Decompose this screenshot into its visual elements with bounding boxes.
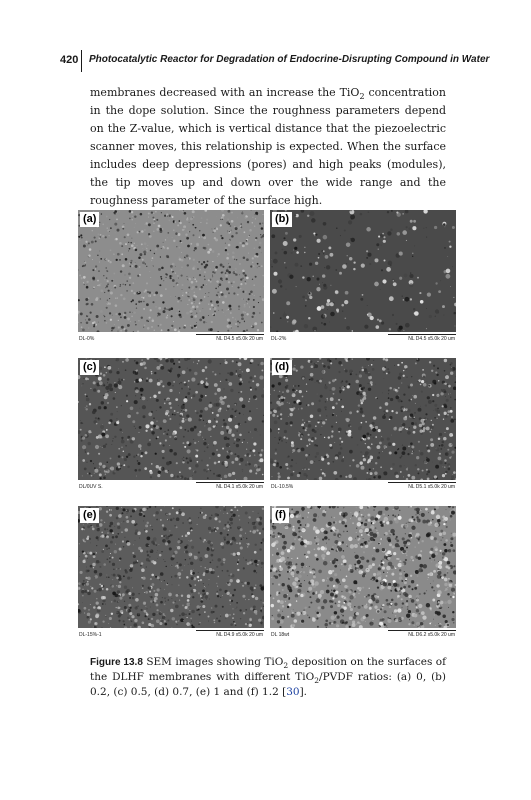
caption-text-3: /PVDF ratios: (a) 0, (b) 0.2, (c) 0.5, (d) 0.7, (e) 1 and (f) 1.2 [	[90, 671, 446, 698]
caption-subscript-2: 2	[314, 676, 320, 686]
body-text-part1: membranes decreased with an increase the TiO	[90, 86, 360, 99]
header-divider	[81, 50, 82, 72]
panel-label: (f)	[272, 508, 289, 523]
sem-micrograph	[78, 358, 264, 480]
reference-link[interactable]: 30	[286, 686, 300, 698]
sem-info-bar	[78, 482, 264, 492]
caption-subscript-1: 2	[283, 661, 289, 671]
sample-id: DL-10.5%	[271, 484, 294, 490]
running-head-title: Photocatalytic Reactor for Degradation of Endocrine-Disrupting Compound in Water	[89, 54, 490, 65]
sem-image-panel	[78, 358, 264, 480]
sem-info-bar	[78, 334, 264, 344]
scale-bar	[196, 482, 264, 483]
running-header	[60, 50, 490, 70]
sample-id: DL-2%	[271, 336, 287, 342]
figure-label: Figure 13.8	[90, 657, 143, 668]
sample-id: DL 18wt	[271, 632, 290, 638]
microscope-params: NL D4.1 x5.0k 20 um	[216, 484, 263, 490]
panel-label: (c)	[80, 360, 99, 375]
scale-bar	[196, 630, 264, 631]
sem-micrograph	[270, 358, 456, 480]
sem-image-panel	[270, 506, 456, 628]
microscope-params: NL D4.5 x5.0k 20 um	[408, 336, 455, 342]
sample-id: DL-0%	[79, 336, 95, 342]
figure-caption	[90, 655, 446, 700]
sem-image-panel	[78, 210, 264, 332]
page-number: 420	[60, 54, 79, 66]
sem-info-bar	[270, 482, 456, 492]
sem-info-bar	[270, 630, 456, 640]
sem-info-bar	[270, 334, 456, 344]
scale-bar	[388, 630, 456, 631]
microscope-params: NL D4.9 x5.0k 20 um	[216, 632, 263, 638]
caption-text-2: deposition on the surfaces of the DLHF membranes with different TiO	[90, 656, 446, 683]
caption-text-1: SEM images showing TiO	[142, 656, 284, 668]
sem-image-panel	[270, 210, 456, 332]
microscope-params: NL D5.1 x5.0k 20 um	[408, 484, 455, 490]
sem-image-panel	[78, 506, 264, 628]
sem-micrograph	[270, 210, 456, 332]
sem-info-bar	[78, 630, 264, 640]
caption-text-4: ].	[299, 686, 307, 698]
sample-id: DL/0UV S.	[79, 484, 103, 490]
sem-micrograph	[78, 210, 264, 332]
microscope-params: NL D4.5 x5.0k 20 um	[216, 336, 263, 342]
panel-label: (e)	[80, 508, 99, 523]
sem-image-panel	[270, 358, 456, 480]
panel-label: (b)	[272, 212, 292, 227]
scale-bar	[388, 334, 456, 335]
body-subscript: 2	[359, 92, 365, 102]
panel-label: (d)	[272, 360, 292, 375]
scale-bar	[196, 334, 264, 335]
sem-micrograph	[78, 506, 264, 628]
body-paragraph	[90, 84, 446, 210]
scale-bar	[388, 482, 456, 483]
panel-label: (a)	[80, 212, 99, 227]
sem-micrograph	[270, 506, 456, 628]
sample-id: DL-15%-1	[79, 632, 102, 638]
body-text-part2: concentration in the dope solution. Since the roughness parameters depend on the Z-value, which is vertical distance that the piezoelectric scanner moves, this relationship is expected. When the surface includes deep depressions (pores) and high peaks (modules), the tip moves up and down over the wide range and the roughness parameter of the surface high.	[90, 86, 446, 207]
microscope-params: NL D6.2 x5.0k 20 um	[408, 632, 455, 638]
